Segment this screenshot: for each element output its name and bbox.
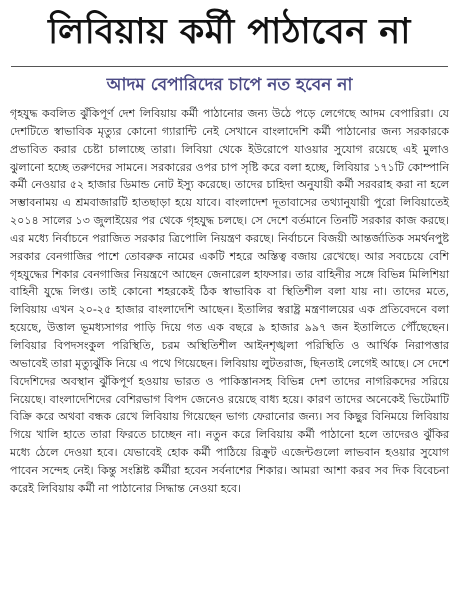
- article-body: গৃহযুদ্ধ কবলিত ঝুঁকিপূর্ণ দেশ লিবিয়ায় কর্মী পাঠানোর জন্য উঠে পড়ে লেগেছে আদম বেপারিরা। যে দেশটিতে স্বাভাবিক মৃত্যুর কোনো গ্যারান্টি নেই সেখানে বাংলাদেশি কর্মী পাঠানোর জন্য সরকারকে প্রভাবিত করার চেষ্টা চালাচ্ছে তারা। লিবিয়া থেকে ইউরোপে যাওয়ার সুযোগ রয়েছে এই মুলাও ঝুলানো হচ্ছে তরুণদের সামনে। সরকারের ওপর চাপ সৃষ্টি করে বলা হচ্ছে, লিবিয়ার ১৭১টি কোম্পানি কর্মী নেওয়ার ৫২ হাজার ডিমান্ড নোট ইস্যু করেছে। তাদের চাহিদা অনুযায়ী কর্মী সরবরাহ করা না হলে সম্ভাবনাময় এ শ্রমবাজারটি হাতছাড়া হয়ে যাবে। বাংলাদেশ দূতাবাসের তথ্যানুযায়ী পুরো লিবিয়াতেই ২০১৪ সালের ১৩ জুলাইয়ের পর থেকে গৃহযুদ্ধ চলছে। সে দেশে বর্তমানে তিনটি সরকার কাজ করছে। এর মধ্যে নির্বাচনে পরাজিত সরকার ত্রিপোলি নিয়ন্ত্রণ করছে। নির্বাচনে বিজয়ী আন্তর্জাতিক সমর্থনপুষ্ট সরকার বেনগাজির পাশে তোবরুক নামের একটি শহরে অস্তিত্ব বজায় রেখেছে। আর সবচেয়ে বেশি গৃহযুদ্ধের শিকার বেনগাজির নিয়ন্ত্রণে আছেন জেনারেল হাফসার। তার বাহিনীর সঙ্গে বিভিন্ন মিলিশিয়া বাহিনী যুদ্ধে লিপ্ত। তাই কোনো শহরকেই ঠিক স্বাভাবিক বা স্থিতিশীল বলা যায় না। তাদের মতে, লিবিয়ায় এখন ২০-২৫ হাজার বাংলাদেশি আছেন। ইতালির স্বরাষ্ট্র মন্ত্রণালয়ের এক প্রতিবেদনে বলা হয়েছে, উত্তাল ভূমধ্যসাগর পাড়ি দিয়ে গত এক বছরে ৯ হাজার ৯৯৭ জন ইতালিতে পৌঁছেছেন। লিবিয়ার বিপদসংকুল পরিস্থিতি, চরম অস্থিতিশীল আইনশৃঙ্খলা পরিস্থিতি ও আর্থিক নিরাপত্তার অভাবেই তারা মৃত্যুঝুঁকি নিয়ে এ পথে গিয়েছেন। লিবিয়ায় লুটতরাজ, ছিনতাই লেগেই আছে। সে দেশে বিদেশিদের অবস্থান ঝুঁকিপূর্ণ হওয়ায় ভারত ও পাকিস্তানসহ বিভিন্ন দেশ তাদের নাগরিকদের সরিয়ে নিয়েছে। বাংলাদেশিদের বেশিরভাগ বিপদ জেনেও রয়েছে বাধ্য হয়ে। কারণ তাদের অনেকেই ভিটেমাটি বিক্রি করে অথবা বন্ধক রেখে লিবিয়ায় গিয়েছেন ভাগ্য ফেরানোর জন্য। সব কিছুর বিনিময়ে লিবিয়ায় গিয়ে খালি হাতে তারা ফিরতে চাচ্ছেন না। নতুন করে লিবিয়ায় কর্মী পাঠানো হলে তাদেরও ঝুঁকির মধ্যে ঠেলে দেওয়া হবে। যেভাবেই হোক কর্মী পাঠিয়ে রিক্রুট এজেন্টগুলো লাভবান হওয়ার সুযোগ পাবেন সন্দেহ নেই। কিন্তু সংশ্লিষ্ট কর্মীরা হবেন সর্বনাশের শিকার। আমরা আশা করব সব দিক বিবেচনা করেই লিবিয়ায় কর্মী না পাঠানোর সিদ্ধান্ত নেওয়া হবে।: [10, 107, 449, 495]
- headline: লিবিয়ায় কর্মী পাঠাবেন না: [48, 12, 411, 52]
- subheadline: আদম বেপারিদের চাপে নত হবেন না: [106, 75, 353, 95]
- headline-divider: [11, 66, 448, 67]
